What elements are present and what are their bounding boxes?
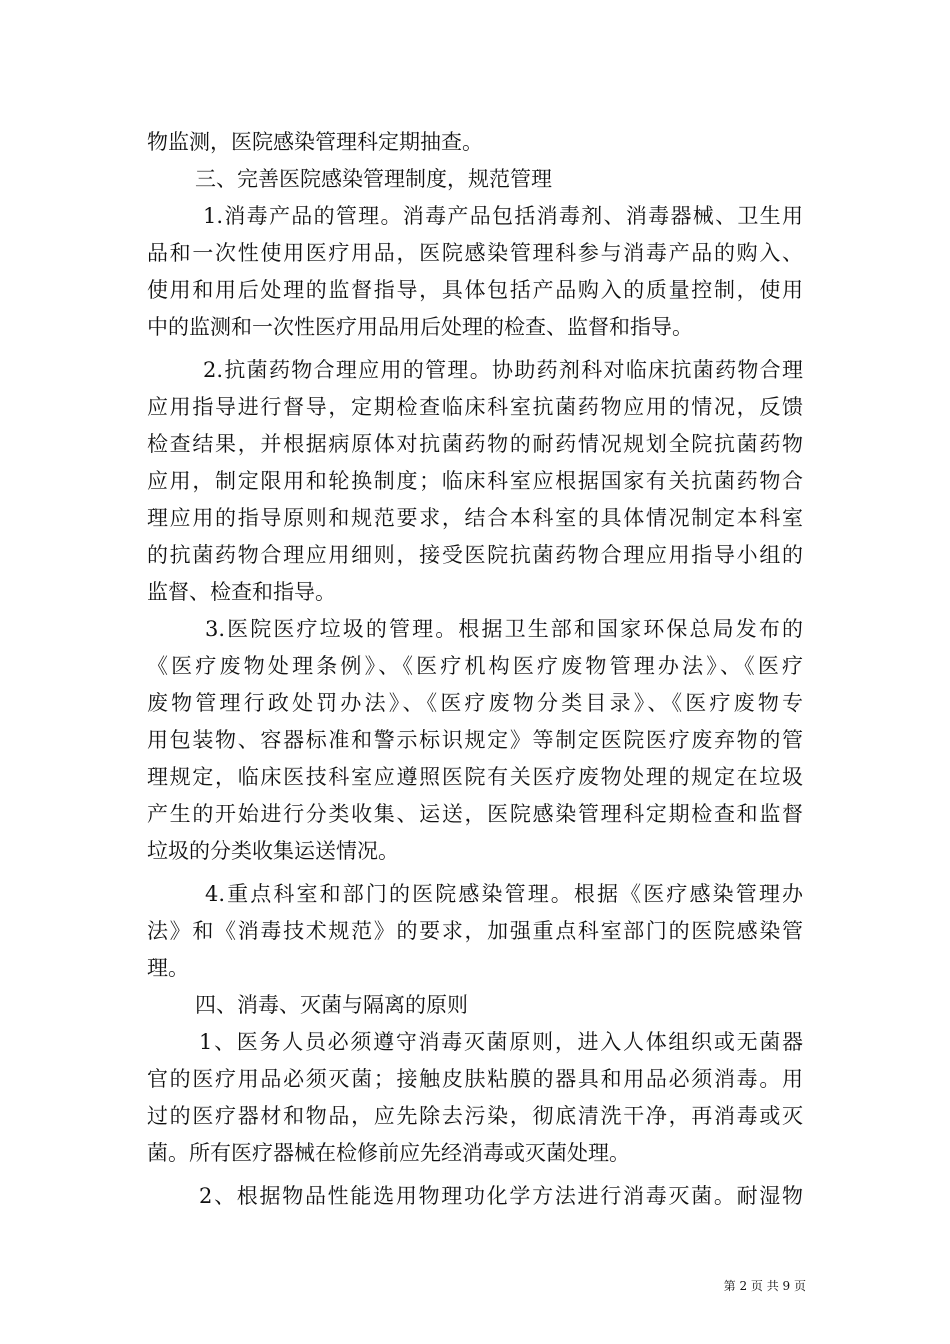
- text-line: 2、根据物品性能选用物理功化学方法进行消毒灭菌。耐湿物: [199, 1184, 803, 1208]
- paragraph: [147, 124, 803, 161]
- text-line: 3.医院医疗垃圾的管理。根据卫生部和国家环保总局发布的: [205, 617, 803, 641]
- text-line: 的抗菌药物合理应用细则，接受医院抗菌药物合理应用指导小组的: [147, 543, 803, 567]
- page-number: 第 2 页 共 9 页: [723, 1279, 806, 1293]
- text-line: 官的医疗用品必须灭菌；接触皮肤粘膜的器具和用品必须消毒。用: [147, 1067, 803, 1091]
- text-line: 使用和用后处理的监督指导，具体包括产品购入的质量控制，使用: [147, 278, 803, 302]
- text-line: 《医疗废物处理条例》、《医疗机构医疗废物管理办法》、《医疗: [147, 654, 803, 678]
- text-line: 监督、检查和指导。: [147, 580, 336, 604]
- text-line: 菌。所有医疗器械在检修前应先经消毒或灭菌处理。: [147, 1141, 630, 1165]
- text-line: 2.抗菌药物合理应用的管理。协助药剂科对临床抗菌药物合理: [203, 358, 803, 382]
- text-line: 中的监测和一次性医疗用品用后处理的检查、监督和指导。: [147, 315, 693, 339]
- text-line: 物监测，医院感染管理科定期抽查。: [147, 130, 483, 154]
- text-line: 法》和《消毒技术规范》的要求，加强重点科室部门的医院感染管: [147, 919, 803, 943]
- text-line: 应用指导进行督导，定期检查临床科室抗菌药物应用的情况，反馈: [147, 395, 803, 419]
- text-line: 理规定，临床医技科室应遵照医院有关医疗废物处理的规定在垃圾: [147, 765, 803, 789]
- text-line: 4.重点科室和部门的医院感染管理。根据《医疗感染管理办: [205, 882, 803, 906]
- text-line: 1.消毒产品的管理。消毒产品包括消毒剂、消毒器械、卫生用: [203, 204, 803, 228]
- section-heading: [147, 161, 803, 198]
- text-line: 产生的开始进行分类收集、运送，医院感染管理科定期检查和监督: [147, 802, 803, 826]
- text-line: 品和一次性使用医疗用品，医院感染管理科参与消毒产品的购入、: [147, 241, 803, 265]
- paragraph: [147, 352, 803, 611]
- paragraph: [147, 1024, 803, 1172]
- text-line: 1、医务人员必须遵守消毒灭菌原则，进入人体组织或无菌器: [199, 1030, 803, 1054]
- paragraph: [147, 1178, 803, 1215]
- text-line: 检查结果，并根据病原体对抗菌药物的耐药情况规划全院抗菌药物: [147, 432, 803, 456]
- section-heading: [147, 987, 803, 1024]
- text-line: 应用，制定限用和轮换制度；临床科室应根据国家有关抗菌药物合: [147, 469, 803, 493]
- text-line: 四、消毒、灭菌与隔离的原则: [195, 993, 468, 1017]
- paragraph: [147, 876, 803, 987]
- text-line: 过的医疗器材和物品，应先除去污染，彻底清洗干净，再消毒或灭: [147, 1104, 803, 1128]
- text-line: 废物管理行政处罚办法》、《医疗废物分类目录》、《医疗废物专: [147, 691, 803, 715]
- text-line: 理。: [147, 956, 189, 980]
- text-line: 三、完善医院感染管理制度，规范管理: [195, 167, 552, 191]
- document-body: [147, 124, 803, 1215]
- paragraph: [147, 611, 803, 870]
- text-line: 垃圾的分类收集运送情况。: [147, 839, 399, 863]
- paragraph: [147, 198, 803, 346]
- text-line: 理应用的指导原则和规范要求，结合本科室的具体情况制定本科室: [147, 506, 803, 530]
- text-line: 用包装物、容器标准和警示标识规定》等制定医院医疗废弃物的管: [147, 728, 803, 752]
